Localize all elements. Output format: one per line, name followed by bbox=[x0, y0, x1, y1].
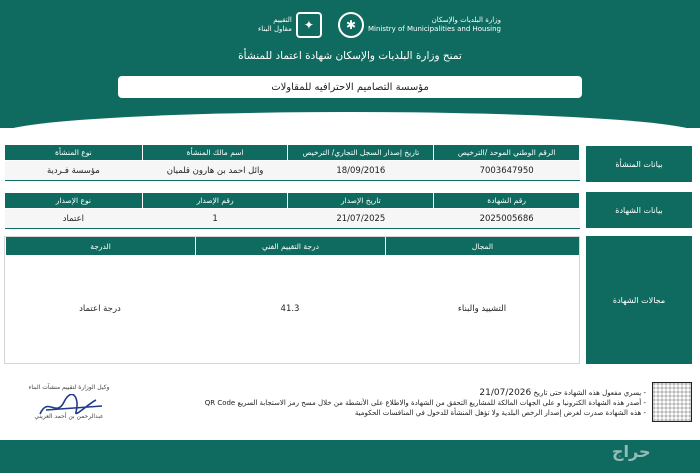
qr-code[interactable] bbox=[652, 382, 692, 422]
entity-cr-date: 18/09/2016 bbox=[288, 161, 434, 181]
certificate-fields-label: مجالات الشهادة bbox=[586, 236, 692, 364]
cert-header-issue-number: رقم الإصدار bbox=[142, 193, 288, 209]
ministry-logo bbox=[338, 6, 501, 44]
entity-type: مؤسسة فـردية bbox=[5, 161, 143, 181]
signatory-name: عبدالرحمن بن أحمد العريني bbox=[34, 413, 104, 420]
evaluation-logo bbox=[258, 6, 322, 44]
evaluation-logo-line1: التقييم bbox=[273, 16, 292, 24]
signatory-title: وكيل الوزارة لتقييم منشآت البناء bbox=[28, 384, 110, 391]
entity-info-label: بيانات المنشأة bbox=[586, 146, 692, 182]
entity-header-owner: اسم مالك المنشأة bbox=[142, 145, 288, 161]
signature-block bbox=[14, 384, 124, 444]
cert-header-issue-date: تاريخ الإصدار bbox=[288, 193, 434, 209]
verification-note: أصدر هذه الشهادة الكترونيا و على الجهات المالكة للمشاريع التحقق من الشهادة والاطلاع على الأنشطة من خلال مسح رمز الاستجابة السريع QR Code bbox=[204, 399, 642, 407]
header-banner bbox=[0, 0, 700, 128]
certificate-fields-table bbox=[4, 236, 580, 364]
haraj-watermark: حراج bbox=[612, 442, 651, 461]
ministry-logo-line1: وزارة البلديات والإسكان bbox=[431, 16, 501, 24]
entity-info-table bbox=[4, 144, 580, 181]
entity-header-type: نوع المنشأة bbox=[5, 145, 143, 161]
field-technical-score: 41.3 bbox=[280, 304, 300, 314]
validity-date: 21/07/2026 bbox=[479, 388, 532, 398]
field-header-technical-score: درجة التقييم الفني bbox=[195, 237, 385, 255]
certificate-info-label: بيانات الشهادة bbox=[586, 192, 692, 228]
certificate-title: تمنح وزارة البلديات والإسكان شهادة اعتماد للمنشأة bbox=[238, 50, 462, 62]
handwritten-signature bbox=[36, 394, 106, 420]
footer-bar bbox=[0, 440, 700, 473]
field-grade: درجة اعتماد bbox=[79, 304, 121, 314]
cert-issue-date: 21/07/2025 bbox=[288, 209, 434, 229]
field-domain: التشييد والبناء bbox=[457, 304, 507, 314]
evaluation-emblem-icon: ✦ bbox=[296, 12, 322, 38]
evaluation-logo-line2: مقاول البناء bbox=[258, 25, 292, 33]
certificate-info-table bbox=[4, 192, 580, 229]
palm-emblem-icon: ✱ bbox=[338, 12, 364, 38]
cert-header-issue-type: نوع الإصدار bbox=[5, 193, 143, 209]
logos-row bbox=[0, 6, 700, 44]
entity-name: مؤسسة التصاميم الاحترافيه للمقاولات bbox=[118, 76, 582, 98]
purpose-note: هذه الشهادة صدرت لغرض إصدار الرخص البلدية ولا تؤهل المنشأة للدخول في المنافسات الحكومية bbox=[354, 409, 642, 417]
entity-owner: وائل احمد بن هارون قلميان bbox=[142, 161, 288, 181]
field-header-grade: الدرجة bbox=[5, 237, 195, 255]
ministry-logo-line2: Ministry of Municipalities and Housing bbox=[368, 25, 501, 33]
cert-issue-number: 1 bbox=[142, 209, 288, 229]
validity-note: يسري مفعول هذه الشهادة حتى تاريخ bbox=[533, 389, 642, 397]
entity-header-cr-date: تاريخ إصدار السجل التجاري/ الترخيص bbox=[288, 145, 434, 161]
entity-header-national-id: الرقم الوطني الموحد /الترخيص bbox=[434, 145, 580, 161]
entity-national-id: 7003647950 bbox=[434, 161, 580, 181]
cert-issue-type: اعتماد bbox=[5, 209, 143, 229]
cert-header-number: رقم الشهادة bbox=[434, 193, 580, 209]
field-header-domain: المجال bbox=[385, 237, 579, 255]
cert-number: 2025005686 bbox=[434, 209, 580, 229]
certificate-notes: - يسري مفعول هذه الشهادة حتى تاريخ 21/07/2026 - أصدر هذه الشهادة الكترونيا و على الجهات المالكة للمشاريع التحقق من الشهادة والاطلاع على الأنشطة من خلال مسح رمز الاستجابة السريع QR Code - هذه الشهادة صدرت لغرض إصدار الرخص البلدية ولا تؤهل المنشأة للدخول في المنافسات الحكومية bbox=[204, 388, 646, 417]
